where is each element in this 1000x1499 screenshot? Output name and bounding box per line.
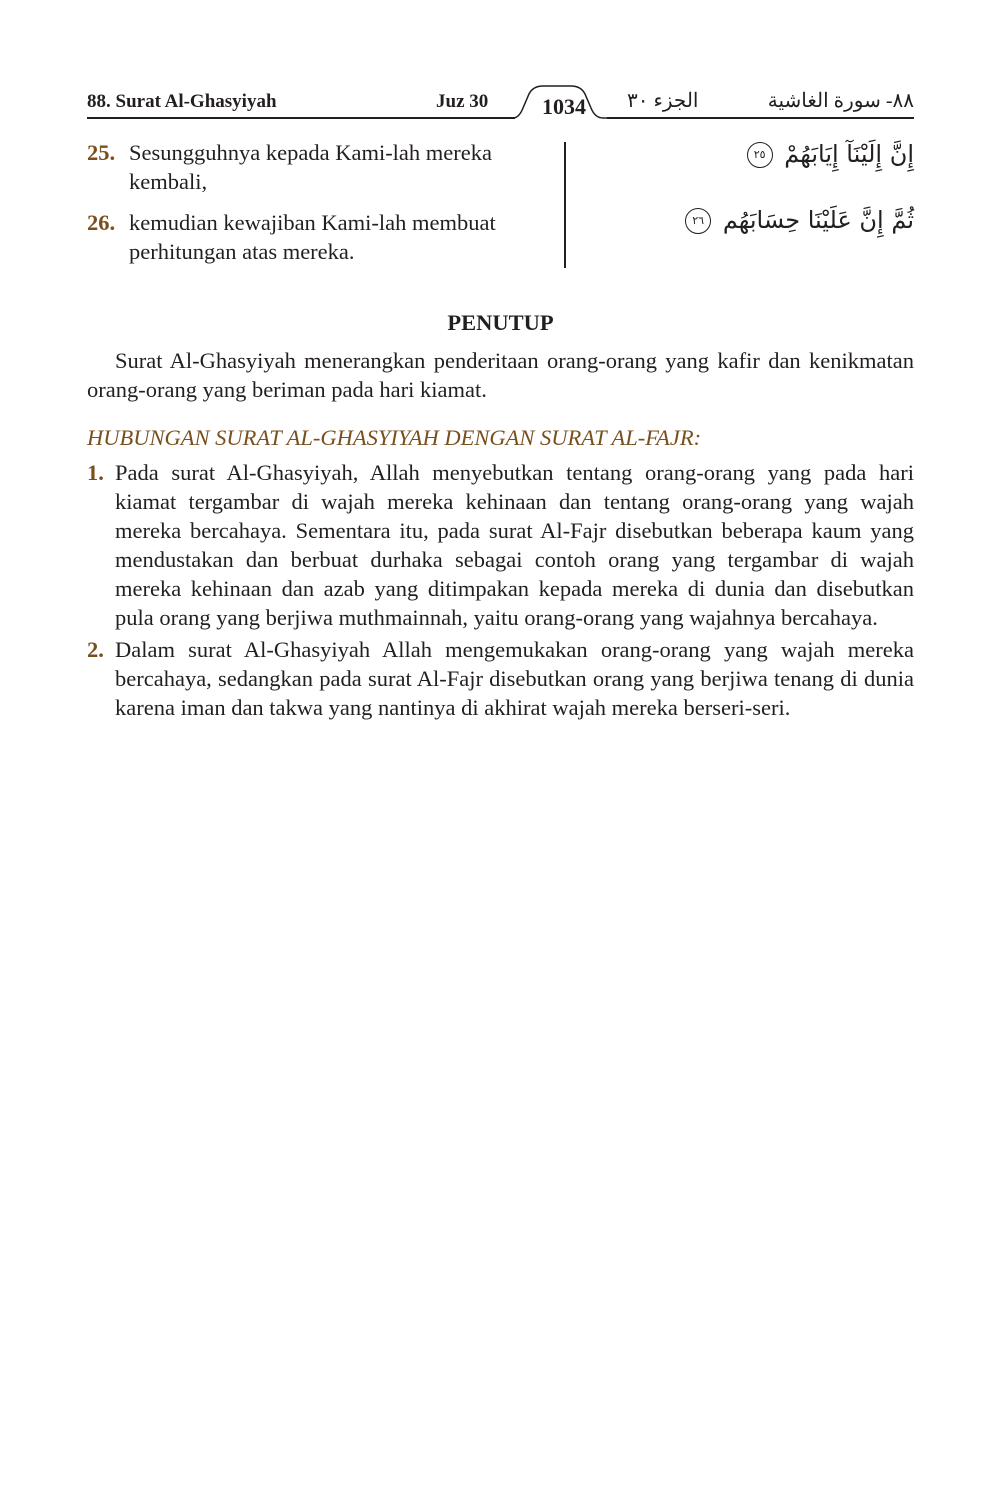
verse-text: Sesungguhnya kepada Kami-lah mereka kembali, (129, 140, 492, 194)
relation-list (87, 458, 914, 725)
ayah-marker: ٢٥ (747, 142, 773, 168)
arabic-text: ثُمَّ إِنَّ عَلَيْنَا حِسَابَهُم (722, 206, 914, 234)
list-item-number: 2. (87, 637, 104, 662)
closing-title: PENUTUP (447, 310, 554, 335)
arabic-text: إِنَّ إِلَيْنَآ إِيَابَهُمْ (784, 140, 914, 168)
verse-number: 26. (87, 210, 116, 235)
page-number: 1034 (542, 94, 586, 119)
list-item-text: Pada surat Al-Ghasyiyah, Allah menyebutkan tentang orang-orang yang pada hari kiamat tergambar di wajah mereka kehinaan dan tentang orang-orang yang wajah mereka bercahaya. Sementara itu, pada surat Al-Fajr disebutkan beberapa kaum yang mendustakan dan berbuat durhaka sebagai contoh orang yang tergambar di wajah mereka kehinaan dan azab yang ditimpakan kepada mereka di dunia dan disebutkan pula orang yang berjiwa muthmainnah, yaitu orang-orang yang wajahnya bercahaya. (115, 460, 914, 630)
list-item-number: 1. (87, 460, 104, 485)
verse-25-translation (87, 138, 547, 196)
juz-label-arabic: الجزء ٣٠ (627, 90, 699, 112)
header-rule-right (607, 117, 914, 119)
surah-name-arabic: ٨٨- سورة الغاشية (767, 90, 914, 112)
juz-label-latin: Juz 30 (436, 91, 489, 112)
verse-text: kemudian kewajiban Kami-lah membuat perhitungan atas mereka. (129, 210, 496, 264)
verse-25-arabic (747, 140, 914, 168)
verse-26-arabic (685, 206, 914, 234)
list-item (87, 635, 914, 722)
verse-26-translation (87, 208, 547, 266)
header-rule-left (87, 117, 515, 119)
ayah-marker: ٢٦ (685, 208, 711, 234)
list-item-text: Dalam surat Al-Ghasyiyah Allah mengemukakan orang-orang yang wajah mereka bercahaya, sedangkan pada surat Al-Fajr disebutkan orang yang berjiwa tenang di dunia karena iman dan takwa yang nantinya di akhirat wajah mereka berseri-seri. (115, 637, 914, 720)
surah-name-latin: 88. Surat Al-Ghasyiyah (87, 91, 277, 112)
page-header (87, 84, 914, 124)
relation-title: HUBUNGAN SURAT AL-GHASYIYAH DENGAN SURAT AL-FAJR: (87, 425, 702, 450)
verse-block (87, 138, 914, 268)
verse-number: 25. (87, 140, 116, 165)
closing-paragraph: Surat Al-Ghasyiyah menerangkan penderitaan orang-orang yang kafir dan kenikmatan orang-orang yang beriman pada hari kiamat. (87, 348, 914, 402)
column-divider (564, 142, 566, 268)
list-item (87, 458, 914, 632)
